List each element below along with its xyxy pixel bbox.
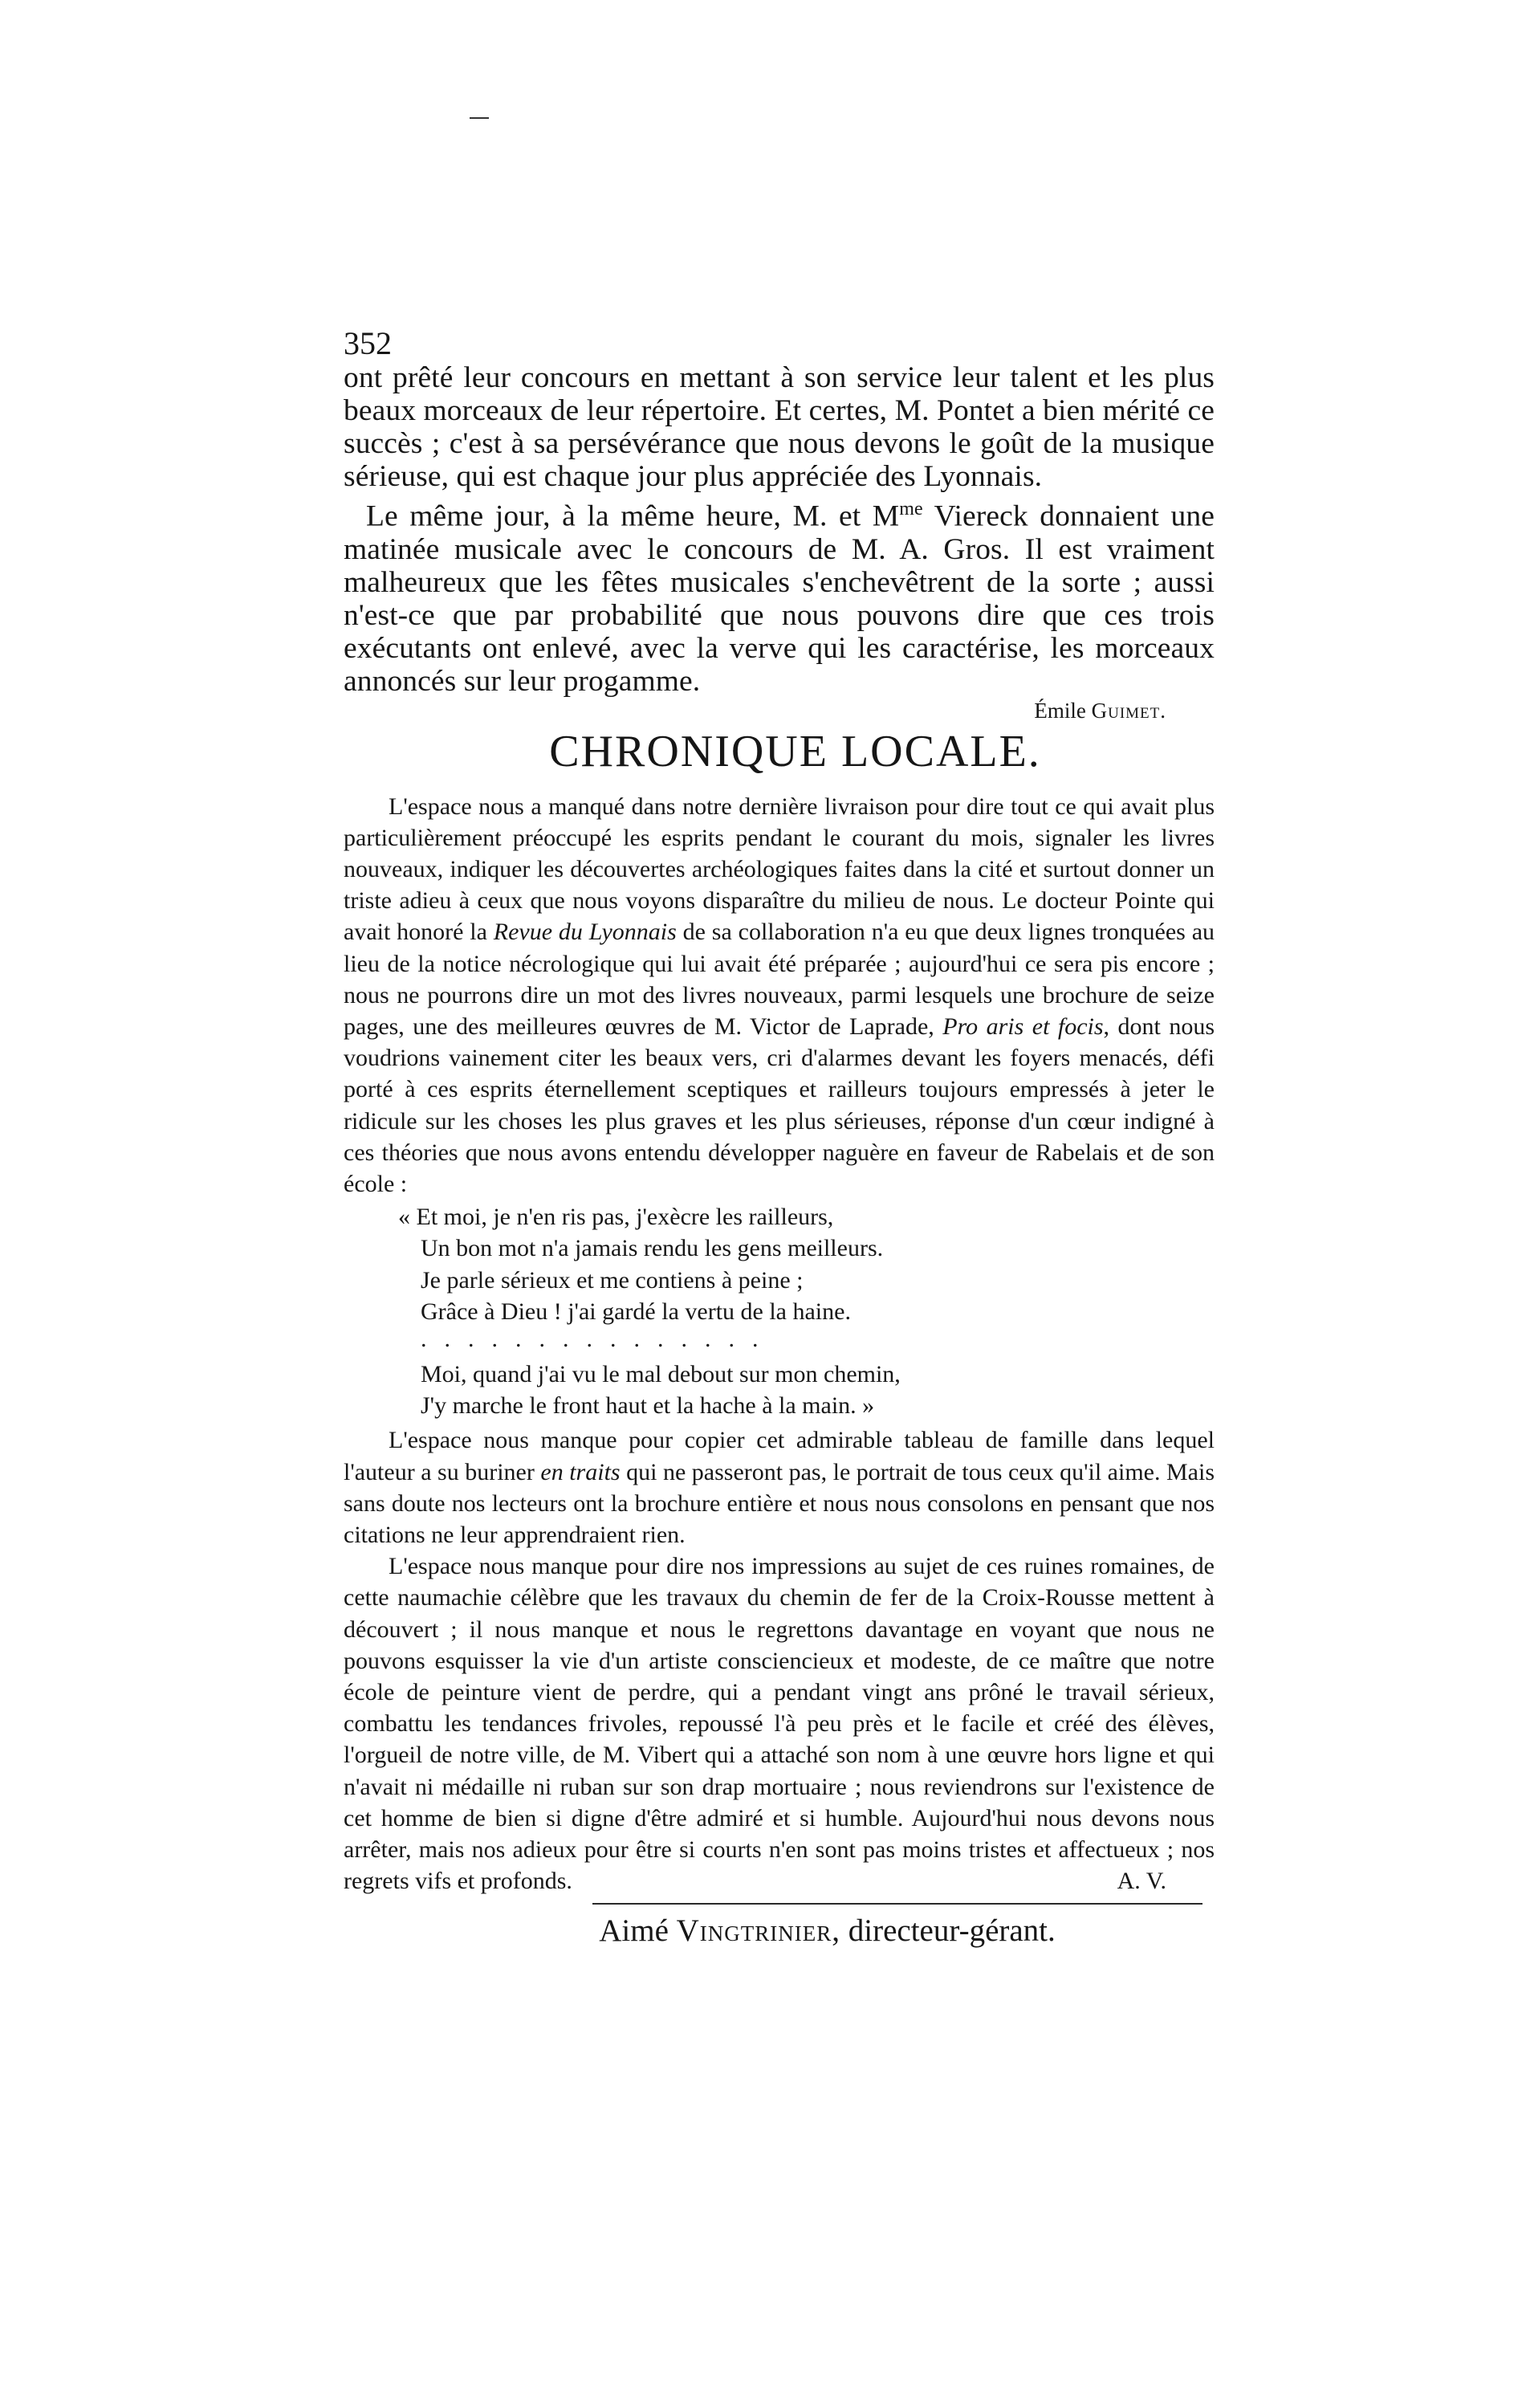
divider-rule — [592, 1903, 1202, 1905]
chronique-p2-italic: en traits — [540, 1458, 621, 1485]
author-signature — [344, 698, 1215, 723]
verse-line: Je parle sérieux et me contiens à peine ; — [421, 1266, 804, 1294]
article-paragraph-2 — [344, 493, 1215, 698]
text-column — [344, 325, 1215, 1950]
verse-line: Un bon mot n'a jamais rendu les gens meilleurs. — [421, 1235, 884, 1262]
chronique-p1-italic-2: Pro aris et focis — [942, 1013, 1104, 1040]
chronique-p3-text: L'espace nous manque pour dire nos impressions au sujet de ces ruines romaines, de cette naumachie célèbre que les travaux du chemin de fer de la Croix-Rousse mettent à découvert ; il nous manque et nous le regrettons davantage en voyant que nous ne pouvons esquisser la vie d'un artiste consciencieux et modeste, de ce maître que notre école de peinture vient de perdre, qui a pendant vingt ans prôné le travail sérieux, combattu les tendances frivoles, repoussé l'à peu près et le facile et créé des élèves, l'orgueil de notre ville, de M. Vibert qui a attaché son nom à une œuvre hors ligne et qui n'avait ni médaille ni ruban sur son drap mortuaire ; nous reviendrons sur l'existence de cet homme de bien si digne d'être admiré et si humble. Aujourd'hui nous devons nous arrêter, mais nos adieux pour être si courts n'en sont pas moins tristes et affectueux ; nos regrets vifs et profonds. — [344, 1553, 1215, 1895]
ellipsis-dots: ............... — [421, 1325, 776, 1352]
chronique-paragraph-1 — [344, 791, 1215, 1200]
chronique-p2-part-b: qui ne passeront pas, le portrait de tous ceux qu'il aime. Mais sans doute nos lecteurs ont la brochure entière et nous nous consolons en pensant que nos citations ne leur apprendraient rien. — [344, 1458, 1215, 1548]
chronique-p1-italic-1: Revue du Lyonnais — [493, 919, 677, 946]
verse-line: J'y marche le front haut et la hache à la main. » — [421, 1392, 875, 1420]
chronique-paragraph-2 — [344, 1424, 1215, 1550]
verse-line: Moi, quand j'ai vu le mal debout sur mon chemin, — [421, 1360, 901, 1387]
director-role: directeur-gérant. — [840, 1913, 1056, 1949]
chronique-signature: A. V. — [1117, 1868, 1166, 1895]
chronique-p1-part-a: L'espace nous a manqué dans notre dernière livraison pour dire tout ce qui avait plus particulièrement préoccupé les esprits pendant le courant du mois, signaler les livres nouveaux, indiquer les découvertes archéologiques faites dans la cité et surtout donner un triste adieu à ceux que nous voyons disparaître du milieu de nous. Le docteur Pointe qui avait honoré la — [344, 792, 1215, 946]
verse-line: Grâce à Dieu ! j'ai gardé la vertu de la haine. — [421, 1298, 851, 1325]
author-first-name: Émile — [1034, 698, 1086, 723]
author-last-name: Guimet. — [1091, 698, 1166, 723]
article-paragraph-2-start: Le même jour, à la même heure, M. et M — [366, 499, 900, 533]
article-paragraph-2-end: Viereck donnaient une matinée musicale avec le concours de M. A. Gros. Il est vraiment malheureux que les fêtes musicales s'enchevêtrent de la sorte ; aussi n'est-ce que par probabilité que nous pouvons dire que ces trois exécutants ont enlevé, avec la verve qui les caractérise, les morceaux annoncés sur leur progamme. — [344, 499, 1215, 698]
chronique-p1-part-c: , dont nous voudrions vainement citer les beaux vers, cri d'alarmes devant les foyers menacés, défi porté à ces esprits éternellement sceptiques et railleurs toujours empressés à jeter le ridicule sur les choses les plus graves et les plus sérieuses, réponse d'un cœur indigné à ces théories que nous avons entendu développer naguère en faveur de Rabelais et de son école : — [344, 1013, 1215, 1197]
chronique-p1-part-b: de sa collaboration n'a eu que deux lignes tronquées au lieu de la notice nécrologique qui lui avait été préparée ; aujourd'hui ce sera pis encore ; nous ne pourrons dire un mot des livres nouveaux, parmi lesquels une brochure de seize pages, une des meilleures œuvres de M. Victor de Laprade, — [344, 919, 1215, 1040]
director-line — [344, 1913, 1215, 1950]
article-paragraph-2-sup: me — [899, 499, 923, 519]
chronique-p2-part-a: L'espace nous manque pour copier cet admirable tableau de famille dans lequel l'auteur a su buriner — [344, 1427, 1215, 1485]
top-mark — [470, 117, 489, 119]
verse-quote — [344, 1201, 1215, 1421]
director-last-name: Vingtrinier, — [676, 1913, 841, 1949]
section-title: CHRONIQUE LOCALE. — [549, 726, 1041, 776]
article-paragraph-1: ont prêté leur concours en mettant à son service leur talent et les plus beaux morceaux de leur répertoire. Et certes, M. Pontet a bien mérité ce succès ; c'est à sa persévérance que nous devons le goût de la musique sérieuse, qui est chaque jour plus appréciée des Lyonnais. — [344, 361, 1215, 493]
page-number: 352 — [344, 325, 392, 361]
verse-line: « Et moi, je n'en ris pas, j'exècre les railleurs, — [398, 1204, 834, 1231]
chronique-paragraph-3 — [344, 1550, 1215, 1897]
director-first-name: Aimé — [599, 1913, 669, 1949]
